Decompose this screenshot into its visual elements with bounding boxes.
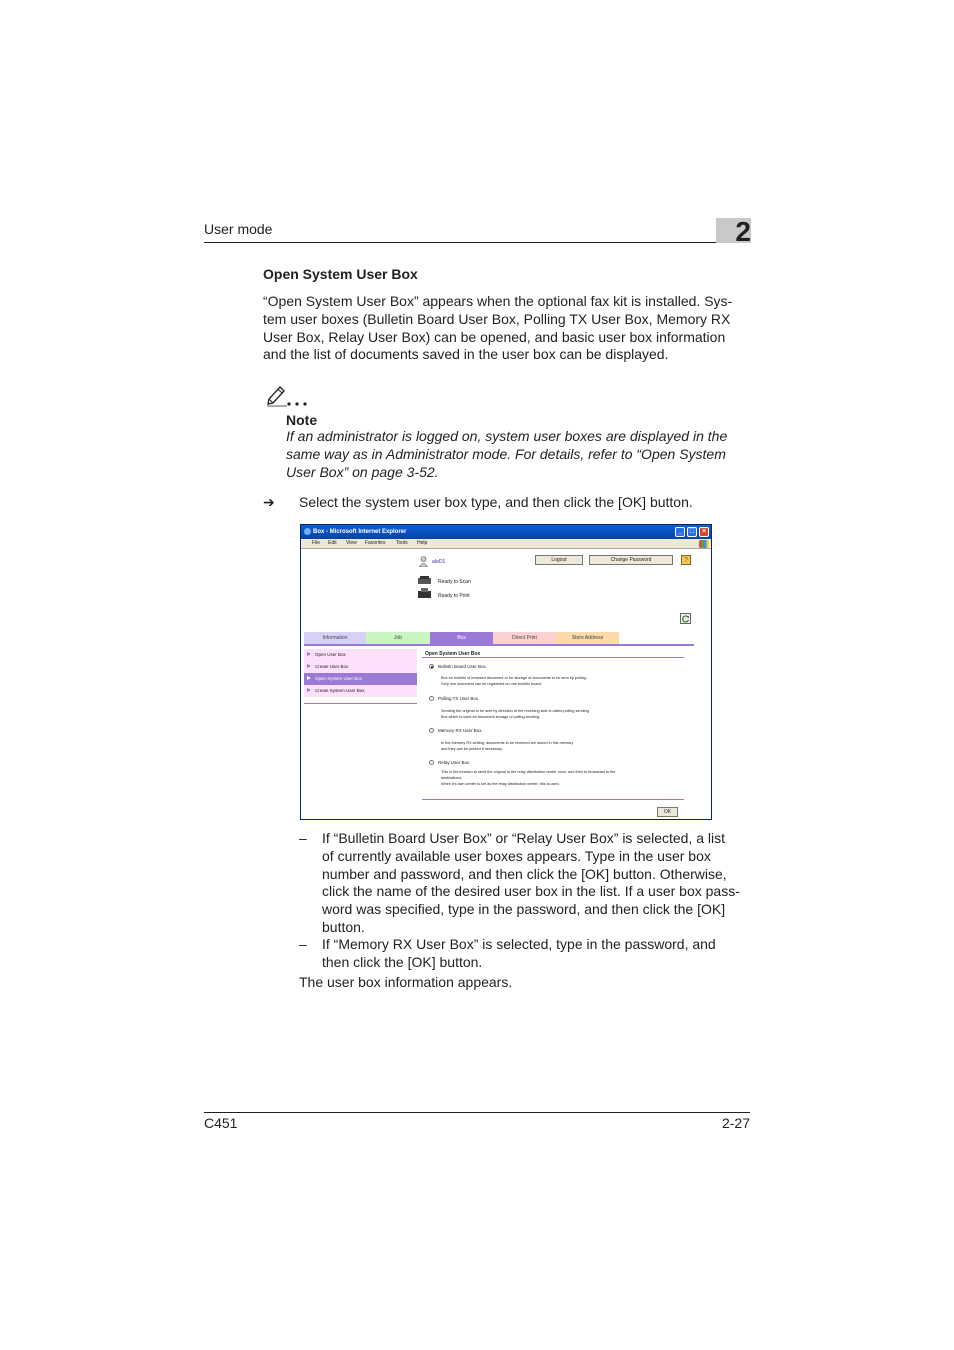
desc-line: Box for bulletin of browsed document or for storage of documents to be sent by polling. bbox=[441, 676, 587, 680]
radio-bulletin-board[interactable] bbox=[429, 664, 434, 669]
result-text: The user box information appears. bbox=[299, 974, 513, 990]
bullet-line: button. bbox=[322, 918, 365, 935]
option-description bbox=[441, 741, 676, 753]
ok-button[interactable]: OK bbox=[657, 807, 678, 817]
desc-line: destinations. bbox=[441, 775, 463, 780]
browser-screenshot bbox=[300, 524, 712, 820]
bullet-line: click the name of the desired user box in the list. If a user box pass- bbox=[322, 883, 740, 900]
intro-line: User Box, Relay User Box) can be opened, and basic user box information bbox=[263, 328, 726, 345]
triangle-right-icon bbox=[307, 688, 311, 692]
windows-logo-icon bbox=[699, 540, 709, 548]
nav-label: Open System User Box bbox=[315, 676, 363, 681]
triangle-right-icon bbox=[307, 664, 311, 668]
option-label: Relay User Box bbox=[438, 760, 470, 765]
bullet-line: of currently available user boxes appears. Type in the user box bbox=[322, 847, 711, 864]
intro-line: tem user boxes (Bulletin Board User Box, Polling TX User Box, Memory RX bbox=[263, 310, 731, 327]
option-label: Memory RX User Box bbox=[438, 728, 482, 733]
nav-open-user-box[interactable] bbox=[304, 649, 417, 661]
desc-line: In the Memory RX setting, documents to be received are stored in this memory bbox=[441, 741, 574, 745]
tab-box[interactable]: Box bbox=[430, 632, 493, 644]
page-content bbox=[301, 550, 711, 820]
printer-icon bbox=[417, 588, 432, 599]
menu-edit[interactable]: Edit bbox=[328, 540, 337, 546]
menu-view[interactable]: View bbox=[346, 540, 357, 546]
running-header: User mode bbox=[204, 221, 273, 237]
tab-direct-print[interactable]: Direct Print bbox=[493, 632, 556, 644]
scanner-icon bbox=[417, 575, 432, 586]
print-status: Ready to Print bbox=[438, 593, 470, 599]
note-text bbox=[286, 428, 756, 481]
pencil-note-icon bbox=[265, 384, 311, 408]
intro-paragraph bbox=[263, 293, 753, 364]
radio-memory-rx[interactable] bbox=[429, 728, 434, 733]
refresh-icon bbox=[681, 614, 690, 623]
desc-line: This is the function to send the original to the relay distribution center once, and then to broadcast to the bbox=[441, 770, 616, 774]
bullet-line: then click the [OK] button. bbox=[322, 953, 483, 970]
user-name: aIeD1 bbox=[432, 559, 446, 565]
page-number: 2-27 bbox=[721, 1115, 750, 1131]
triangle-right-icon bbox=[307, 652, 311, 656]
step-text: Select the system user box type, and then click the [OK] button. bbox=[299, 494, 693, 510]
nav-create-user-box[interactable] bbox=[304, 661, 417, 673]
tab-bar-rule bbox=[304, 644, 694, 646]
header-rule bbox=[204, 242, 750, 243]
left-nav bbox=[304, 649, 417, 697]
bullet-line: If “Bulletin Board User Box” or “Relay User Box” is selected, a list bbox=[322, 830, 726, 846]
nav-create-system-user-box[interactable] bbox=[304, 685, 417, 697]
nav-label: Create System User Box bbox=[315, 688, 365, 693]
footer-model: C451 bbox=[204, 1115, 238, 1131]
maximize-button[interactable]: □ bbox=[687, 527, 697, 537]
bullet-line: If “Memory RX User Box” is selected, type in the password, and bbox=[322, 936, 716, 952]
panel-rule bbox=[422, 657, 684, 658]
tab-store-address[interactable]: Store Address bbox=[556, 632, 619, 644]
triangle-right-icon bbox=[307, 676, 311, 680]
note-label: Note bbox=[286, 412, 318, 428]
option-description bbox=[441, 676, 676, 688]
window-title-bar bbox=[301, 525, 711, 539]
menu-file[interactable]: File bbox=[312, 540, 321, 546]
nav-label: Open User Box bbox=[315, 652, 346, 657]
desc-line: Only one document can be registered on one bulletin board. bbox=[441, 681, 542, 686]
option-label: Bulletin Board User Box bbox=[438, 664, 486, 669]
bullet-dash: – bbox=[299, 830, 307, 846]
chapter-number: 2 bbox=[735, 216, 751, 247]
desc-line: Box which is used for document storage of polling sending. bbox=[441, 714, 540, 719]
close-button[interactable]: × bbox=[699, 527, 709, 537]
desc-line: and they can be printed if necessary. bbox=[441, 746, 503, 751]
radio-polling-tx[interactable] bbox=[429, 696, 434, 701]
bullet-line: word was specified, type in the password, and then click the [OK] bbox=[322, 901, 726, 918]
desc-line: When it's own center is set as the relay distribution center, this is used. bbox=[441, 781, 560, 786]
intro-line: “Open System User Box” appears when the optional fax kit is installed. Sys- bbox=[263, 293, 733, 309]
refresh-button[interactable] bbox=[680, 613, 691, 624]
panel-bottom-rule bbox=[422, 799, 684, 800]
nav-label: Create User Box bbox=[315, 664, 349, 669]
scan-status: Ready to Scan bbox=[438, 579, 471, 585]
option-label: Polling TX User Box bbox=[438, 696, 479, 701]
menu-tools[interactable]: Tools bbox=[396, 540, 408, 546]
ie-icon bbox=[304, 528, 311, 535]
section-title: Open System User Box bbox=[263, 266, 418, 282]
tab-information[interactable]: Information bbox=[304, 632, 366, 644]
step-arrow-icon: ➔ bbox=[263, 494, 275, 510]
desc-line: Sending the original to be sent by direction of the receiving side is called polling sending. bbox=[441, 709, 590, 713]
tab-job[interactable]: Job bbox=[366, 632, 430, 644]
window-title: Box - Microsoft Internet Explorer bbox=[313, 529, 407, 535]
note-line: User Box” on page 3-52. bbox=[286, 463, 439, 480]
nav-rule bbox=[304, 703, 417, 704]
change-password-button[interactable]: Change Password bbox=[589, 555, 673, 565]
bullet-item bbox=[322, 830, 752, 937]
note-line: same way as in Administrator mode. For details, refer to “Open System bbox=[286, 445, 726, 462]
help-button[interactable]: ? bbox=[681, 555, 691, 565]
menu-favorites[interactable]: Favorites bbox=[365, 540, 386, 546]
bullet-item bbox=[322, 936, 752, 972]
bullet-line: number and password, and then click the [OK] button. Otherwise, bbox=[322, 865, 727, 882]
menu-help[interactable]: Help bbox=[417, 540, 428, 546]
panel-title: Open System User Box bbox=[425, 651, 481, 657]
option-description bbox=[441, 709, 676, 721]
minimize-button[interactable]: _ bbox=[675, 527, 685, 537]
intro-line: and the list of documents saved in the user box can be displayed. bbox=[263, 346, 669, 363]
radio-relay[interactable] bbox=[429, 760, 434, 765]
bullet-dash: – bbox=[299, 936, 307, 952]
menu-bar bbox=[301, 539, 711, 549]
user-icon bbox=[419, 556, 428, 567]
option-description bbox=[441, 770, 676, 787]
note-line: If an administrator is logged on, system user boxes are displayed in the bbox=[286, 428, 728, 444]
logout-button[interactable]: Logout bbox=[535, 555, 583, 565]
footer-rule bbox=[204, 1112, 750, 1113]
nav-open-system-user-box[interactable] bbox=[304, 673, 417, 685]
